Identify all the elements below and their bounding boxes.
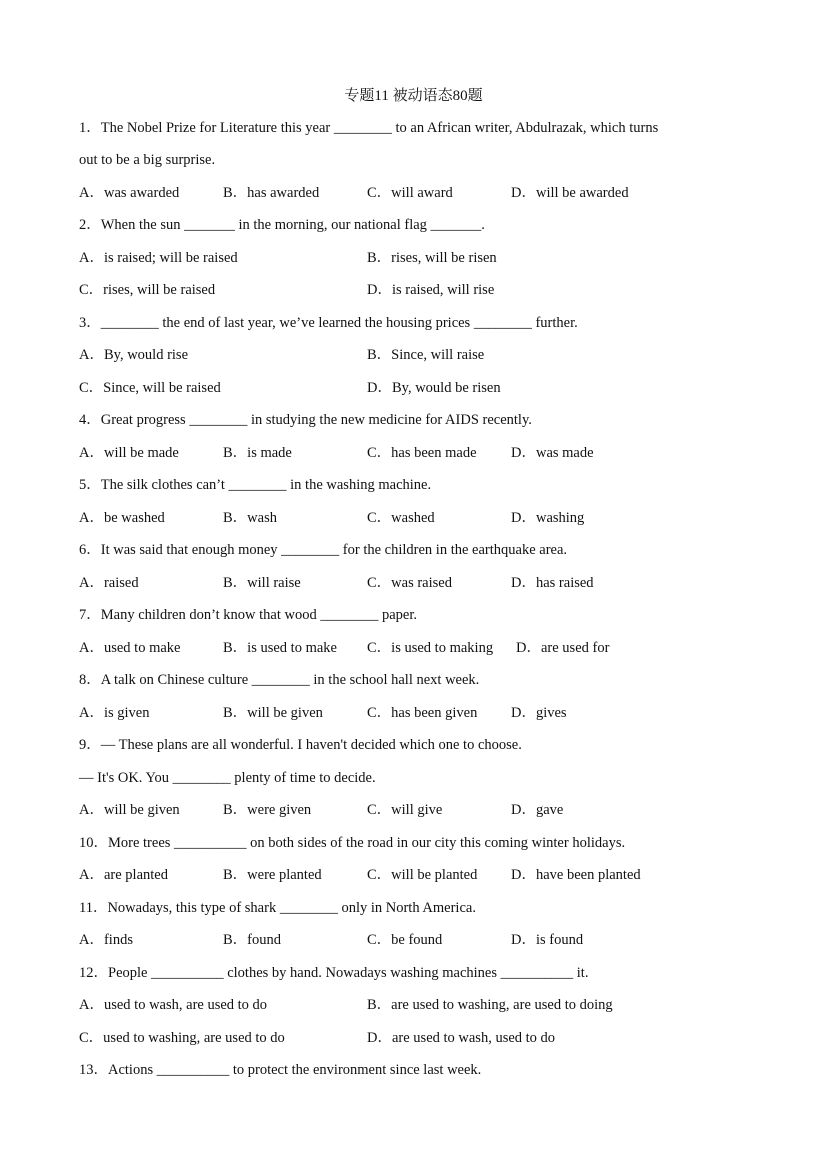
option-a: A．By, would rise: [79, 347, 189, 363]
option-c: C．Since, will be raised: [79, 380, 221, 396]
question-stem: 7．Many children don’t know that wood ________ paper.: [79, 607, 418, 623]
option-b: B．found: [223, 932, 281, 948]
question-stem: 9．— These plans are all wonderful. I haven't decided which one to choose.: [79, 737, 522, 753]
option-c: C．has been given: [367, 705, 478, 721]
option-b: B．has awarded: [223, 185, 320, 201]
option-d: D．are used for: [516, 640, 610, 656]
option-a: A．will be made: [79, 445, 179, 461]
option-d: D．has raised: [511, 575, 594, 591]
option-c: C．will be planted: [367, 867, 478, 883]
option-c: C．will give: [367, 802, 443, 818]
option-d: D．washing: [511, 510, 585, 526]
option-a: A．is given: [79, 705, 150, 721]
option-a: A．raised: [79, 575, 139, 591]
option-b: B．are used to washing, are used to doing: [367, 997, 613, 1013]
option-d: D．will be awarded: [511, 185, 629, 201]
question-stem: 4．Great progress ________ in studying the new medicine for AIDS recently.: [79, 412, 532, 428]
option-b: B．is made: [223, 445, 292, 461]
option-a: A．was awarded: [79, 185, 180, 201]
option-c: C．used to washing, are used to do: [79, 1030, 285, 1046]
option-a: A．used to make: [79, 640, 181, 656]
question-stem: 2．When the sun _______ in the morning, our national flag _______.: [79, 217, 485, 233]
question-stem: 11．Nowadays, this type of shark ________ only in North America.: [79, 900, 476, 916]
option-a: A．are planted: [79, 867, 168, 883]
option-d: D．gave: [511, 802, 564, 818]
option-b: B．were planted: [223, 867, 322, 883]
question-stem: 12．People __________ clothes by hand. Nowadays washing machines __________ it.: [79, 965, 589, 981]
option-a: A．used to wash, are used to do: [79, 997, 268, 1013]
option-c: C．has been made: [367, 445, 477, 461]
question-stem: 3．________ the end of last year, we’ve learned the housing prices ________ further.: [79, 315, 578, 331]
question-stem: 10．More trees __________ on both sides of the road in our city this coming winter holidays.: [79, 835, 626, 851]
option-d: D．is found: [511, 932, 584, 948]
option-b: B．were given: [223, 802, 312, 818]
option-c: C．is used to making: [367, 640, 494, 656]
option-c: C．was raised: [367, 575, 452, 591]
question-stem: 13．Actions __________ to protect the environment since last week.: [79, 1062, 482, 1078]
option-c: C．will award: [367, 185, 453, 201]
page-title: 专题11 被动语态80题: [344, 88, 483, 104]
question-stem: 6．It was said that enough money ________ for the children in the earthquake area.: [79, 542, 568, 558]
option-d: D．was made: [511, 445, 594, 461]
option-c: C．rises, will be raised: [79, 282, 216, 298]
option-d: D．is raised, will rise: [367, 282, 495, 298]
option-b: B．will be given: [223, 705, 323, 721]
option-a: A．will be given: [79, 802, 180, 818]
option-a: A．be washed: [79, 510, 165, 526]
question-stem: 8．A talk on Chinese culture ________ in the school hall next week.: [79, 672, 480, 688]
option-b: B．wash: [223, 510, 277, 526]
option-a: A．finds: [79, 932, 133, 948]
option-b: B．Since, will raise: [367, 347, 485, 363]
question-stem-continued: out to be a big surprise.: [79, 152, 216, 168]
option-b: B．is used to make: [223, 640, 337, 656]
option-a: A．is raised; will be raised: [79, 250, 238, 266]
option-c: C．washed: [367, 510, 435, 526]
option-b: B．will raise: [223, 575, 301, 591]
question-stem: 1．The Nobel Prize for Literature this year ________ to an African writer, Abdulrazak, which turns: [79, 120, 659, 136]
option-d: D．By, would be risen: [367, 380, 501, 396]
option-c: C．be found: [367, 932, 443, 948]
option-d: D．have been planted: [511, 867, 641, 883]
option-b: B．rises, will be risen: [367, 250, 497, 266]
question-stem-continued: — It's OK. You ________ plenty of time to decide.: [79, 770, 376, 786]
option-d: D．gives: [511, 705, 567, 721]
option-d: D．are used to wash, used to do: [367, 1030, 556, 1046]
question-stem: 5．The silk clothes can’t ________ in the washing machine.: [79, 477, 432, 493]
